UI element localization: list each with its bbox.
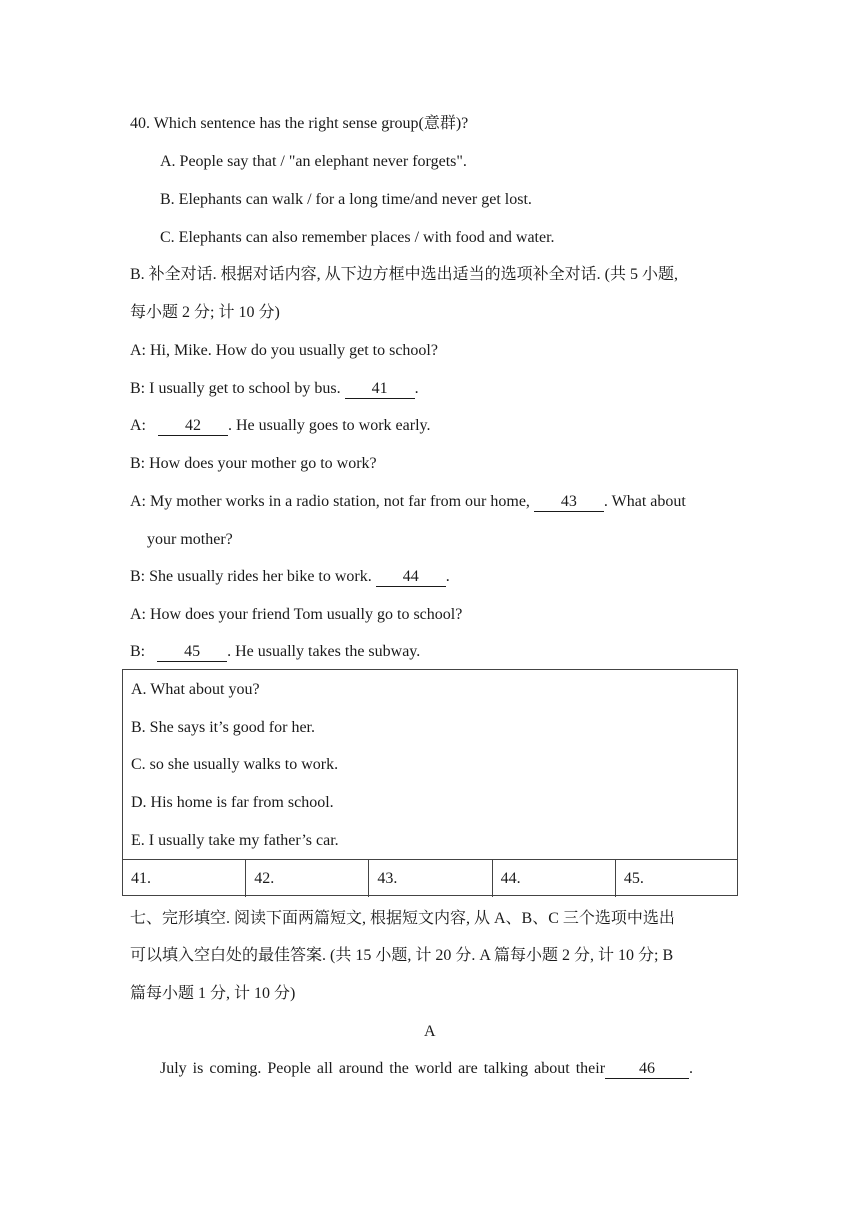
- dialogue-line: B: 45 . He usually takes the subway.: [130, 643, 421, 660]
- box-option-c: C. so she usually walks to work.: [131, 756, 339, 773]
- dialogue-line: your mother?: [147, 531, 233, 548]
- answer-grid: [123, 859, 738, 897]
- answer-cell-44[interactable]: 44.: [493, 860, 616, 897]
- dialogue-line: A: My mother works in a radio station, not far from our home, 43 . What about: [130, 493, 686, 510]
- blank-41: 41: [345, 380, 415, 399]
- section-b-heading-line1: B. 补全对话. 根据对话内容, 从下边方框中选出适当的选项补全对话. (共 5 小题,: [130, 266, 679, 283]
- answer-cell-45[interactable]: 45.: [623, 870, 644, 887]
- answer-cell-43[interactable]: 43.: [369, 860, 492, 897]
- option-b: B. Elephants can walk / for a long time/and never get lost.: [160, 191, 532, 208]
- option-c: C. Elephants can also remember places / with food and water.: [160, 229, 555, 246]
- blank-44: 44: [376, 568, 446, 587]
- dialogue-line: B: She usually rides her bike to work. 44 .: [130, 568, 450, 585]
- dialogue-line: A: Hi, Mike. How do you usually get to school?: [130, 342, 438, 359]
- answer-cell-41[interactable]: 41.: [123, 860, 246, 897]
- dialogue-line: B: How does your mother go to work?: [130, 455, 377, 472]
- blank-42: 42: [158, 417, 228, 436]
- section-7-heading-line3: 篇每小题 1 分, 计 10 分): [130, 985, 296, 1002]
- dialogue-line: A: How does your friend Tom usually go to school?: [130, 606, 463, 623]
- passage-line: July is coming. People all around the world are talking about their 46 .: [160, 1060, 694, 1077]
- box-option-b: B. She says it’s good for her.: [131, 719, 315, 736]
- question-40-stem: 40. Which sentence has the right sense group(意群)?: [130, 115, 469, 132]
- passage-title: A: [424, 1023, 436, 1040]
- blank-43: 43: [534, 493, 604, 512]
- option-a: A. People say that / "an elephant never forgets".: [160, 153, 467, 170]
- blank-46: 46: [605, 1060, 689, 1079]
- options-box: [122, 669, 738, 896]
- section-b-heading-line2: 每小题 2 分; 计 10 分): [130, 304, 280, 321]
- dialogue-line: A: 42 . He usually goes to work early.: [130, 417, 431, 434]
- section-7-heading-line1: 七、完形填空. 阅读下面两篇短文, 根据短文内容, 从 A、B、C 三个选项中选出: [130, 910, 675, 927]
- blank-45: 45: [157, 643, 227, 662]
- box-option-a: A. What about you?: [131, 681, 260, 698]
- box-option-d: D. His home is far from school.: [131, 794, 334, 811]
- section-7-heading-line2: 可以填入空白处的最佳答案. (共 15 小题, 计 20 分. A 篇每小题 2 分, 计 10 分; B: [130, 947, 674, 964]
- box-option-e: E. I usually take my father’s car.: [131, 832, 339, 849]
- dialogue-line: B: I usually get to school by bus. 41 .: [130, 380, 419, 397]
- answer-cell-42[interactable]: 42.: [246, 860, 369, 897]
